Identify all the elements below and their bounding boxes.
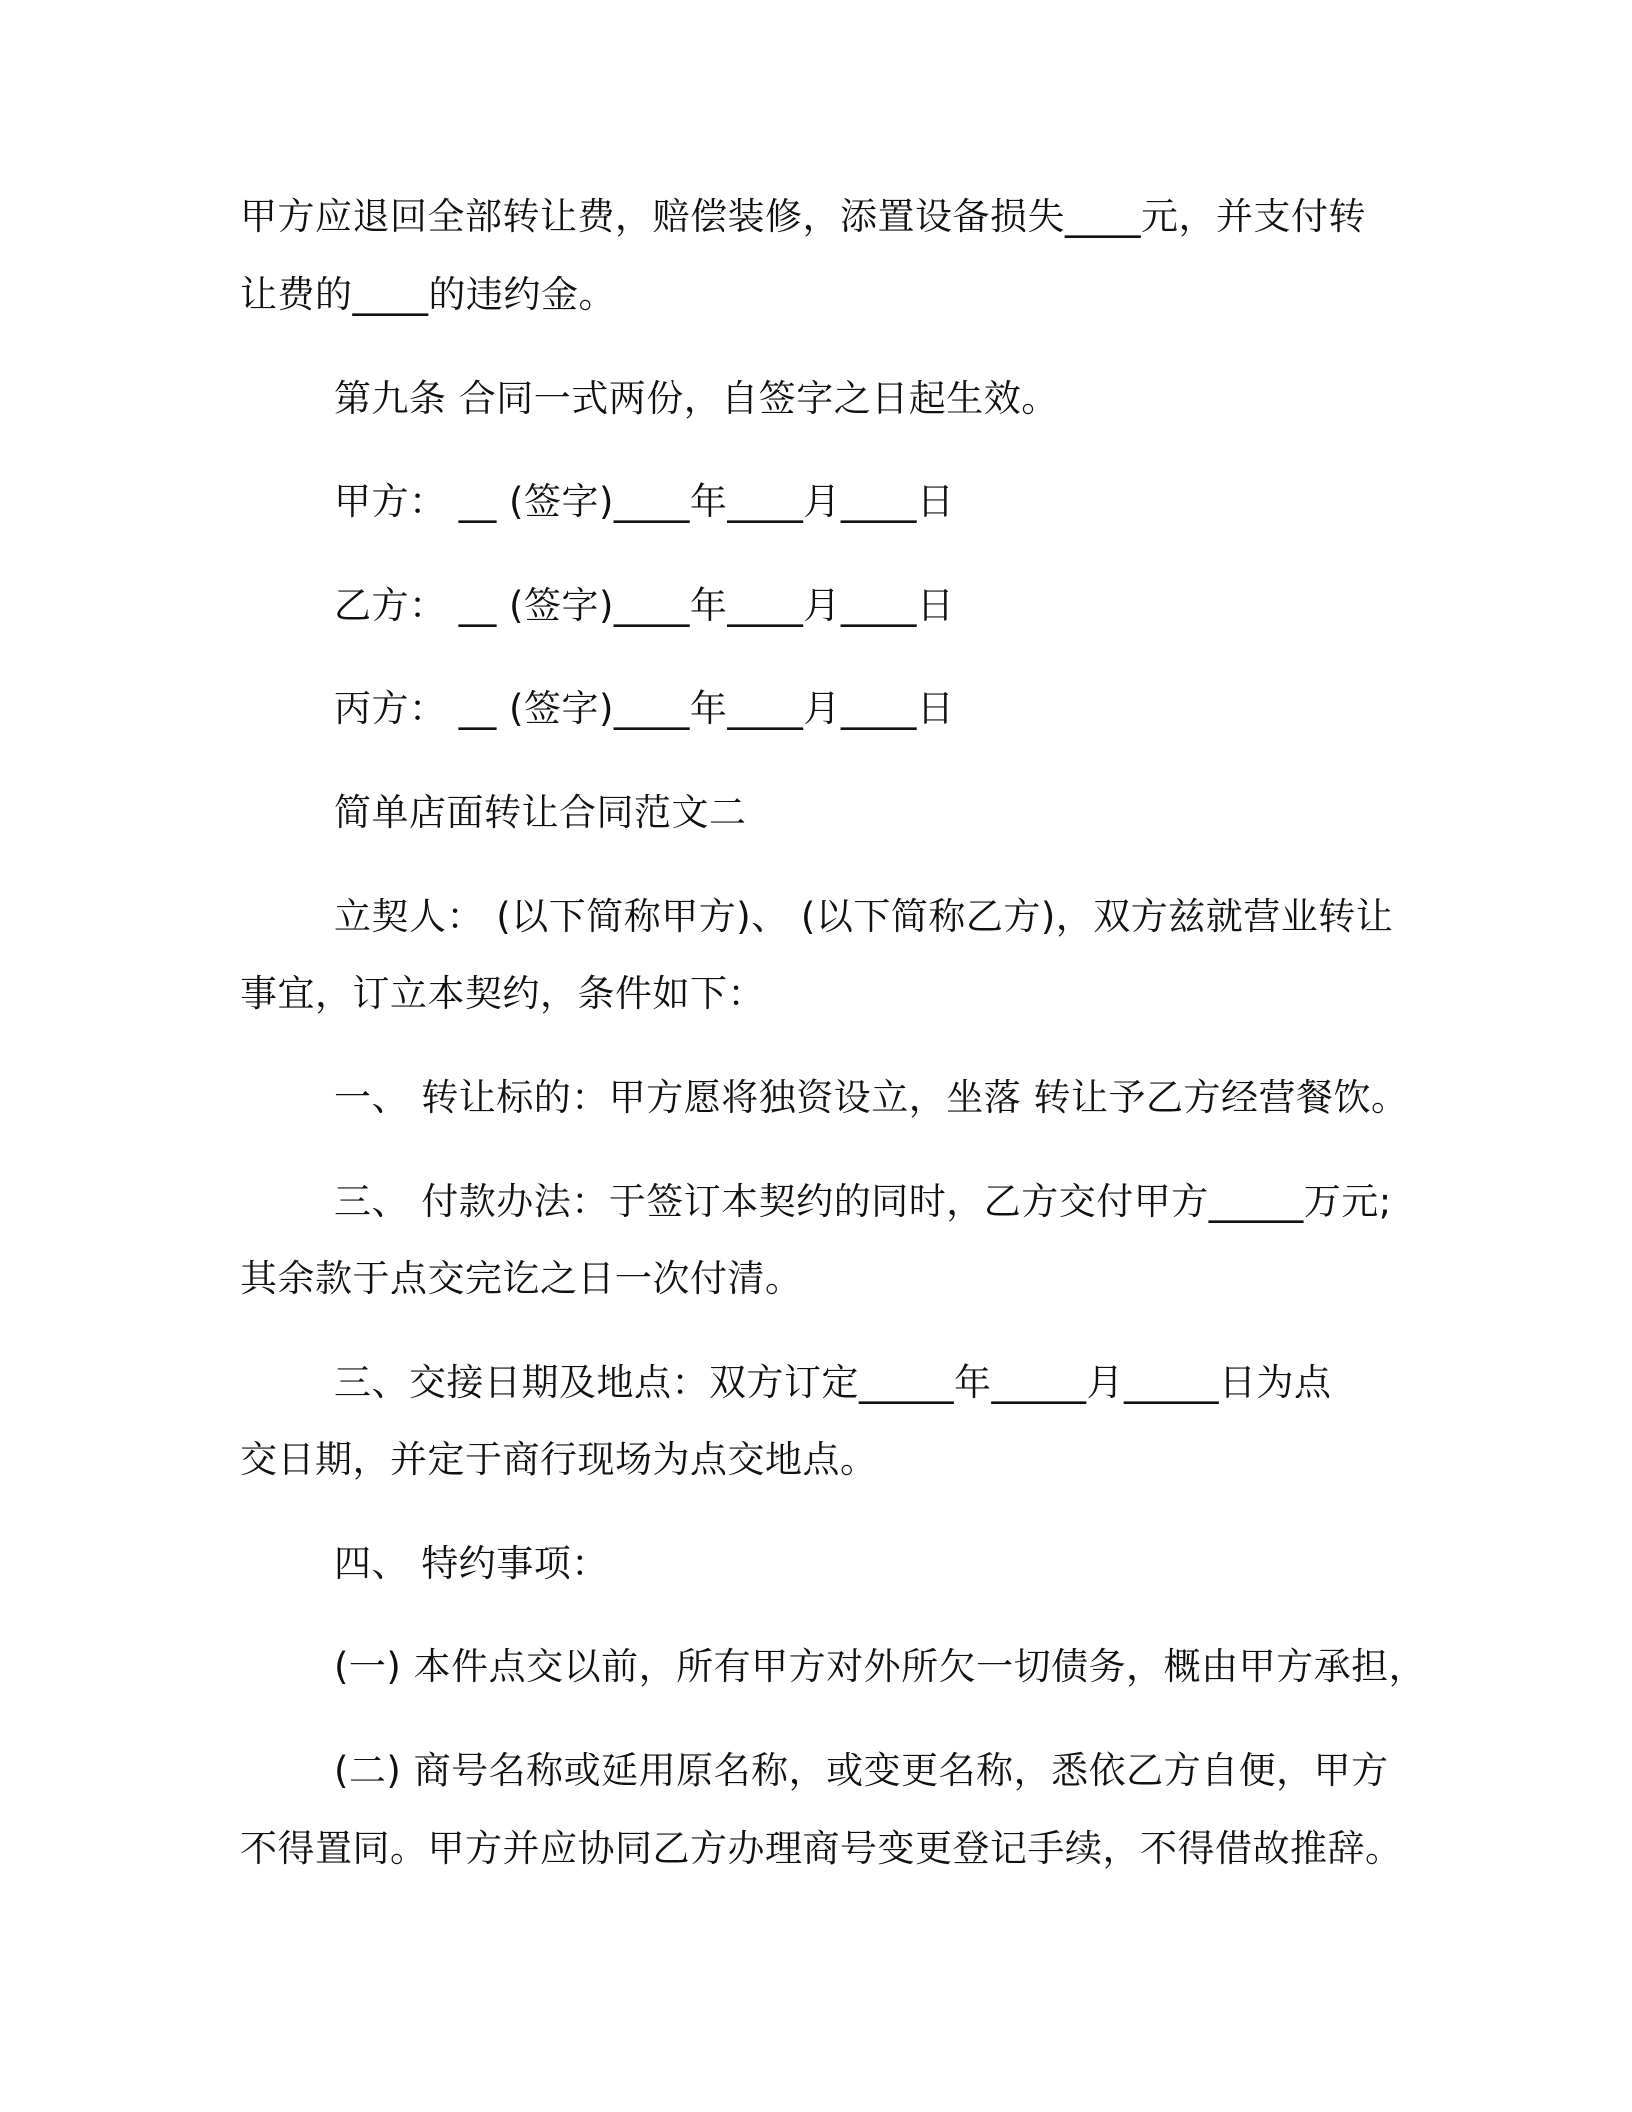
text-line-8: 立契人： (以下简称甲方)、 (以下简称乙方)，双方兹就营业转让 bbox=[334, 895, 1394, 938]
text-line-12: 其余款于点交完讫之日一次付清。 bbox=[240, 1257, 803, 1300]
signature-line-party-b: 乙方： __ (签字)____年____月____日 bbox=[334, 584, 955, 627]
text-line-14: 交日期，并定于商行现场为点交地点。 bbox=[240, 1438, 878, 1481]
text-line-17: (二) 商号名称或延用原名称，或变更名称，悉依乙方自便，甲方 bbox=[334, 1749, 1389, 1792]
signature-line-party-a: 甲方： __ (签字)____年____月____日 bbox=[334, 480, 955, 523]
text-line-2: 让费的____的违约金。 bbox=[240, 273, 616, 316]
section-heading: 简单店面转让合同范文二 bbox=[334, 791, 747, 834]
signature-line-party-c: 丙方： __ (签字)____年____月____日 bbox=[334, 687, 955, 730]
text-line-11: 三、 付款办法：于签订本契约的同时，乙方交付甲方_____万元; bbox=[334, 1180, 1392, 1223]
text-line-13: 三、交接日期及地点：双方订定_____年_____月_____日为点 bbox=[334, 1361, 1332, 1404]
text-line-10: 一、 转让标的：甲方愿将独资设立，坐落 转让予乙方经营餐饮。 bbox=[334, 1076, 1409, 1119]
text-line-1: 甲方应退回全部转让费，赔偿装修，添置设备损失____元，并支付转 bbox=[240, 195, 1366, 238]
text-line-3: 第九条 合同一式两份，自签字之日起生效。 bbox=[334, 377, 1059, 420]
text-line-18: 不得置同。甲方并应协同乙方办理商号变更登记手续，不得借故推辞。 bbox=[240, 1827, 1403, 1870]
text-line-15: 四、 特约事项： bbox=[334, 1542, 609, 1585]
text-line-16: (一) 本件点交以前，所有甲方对外所欠一切债务，概由甲方承担， bbox=[334, 1645, 1427, 1688]
text-line-9: 事宜，订立本契约，条件如下： bbox=[240, 972, 765, 1015]
